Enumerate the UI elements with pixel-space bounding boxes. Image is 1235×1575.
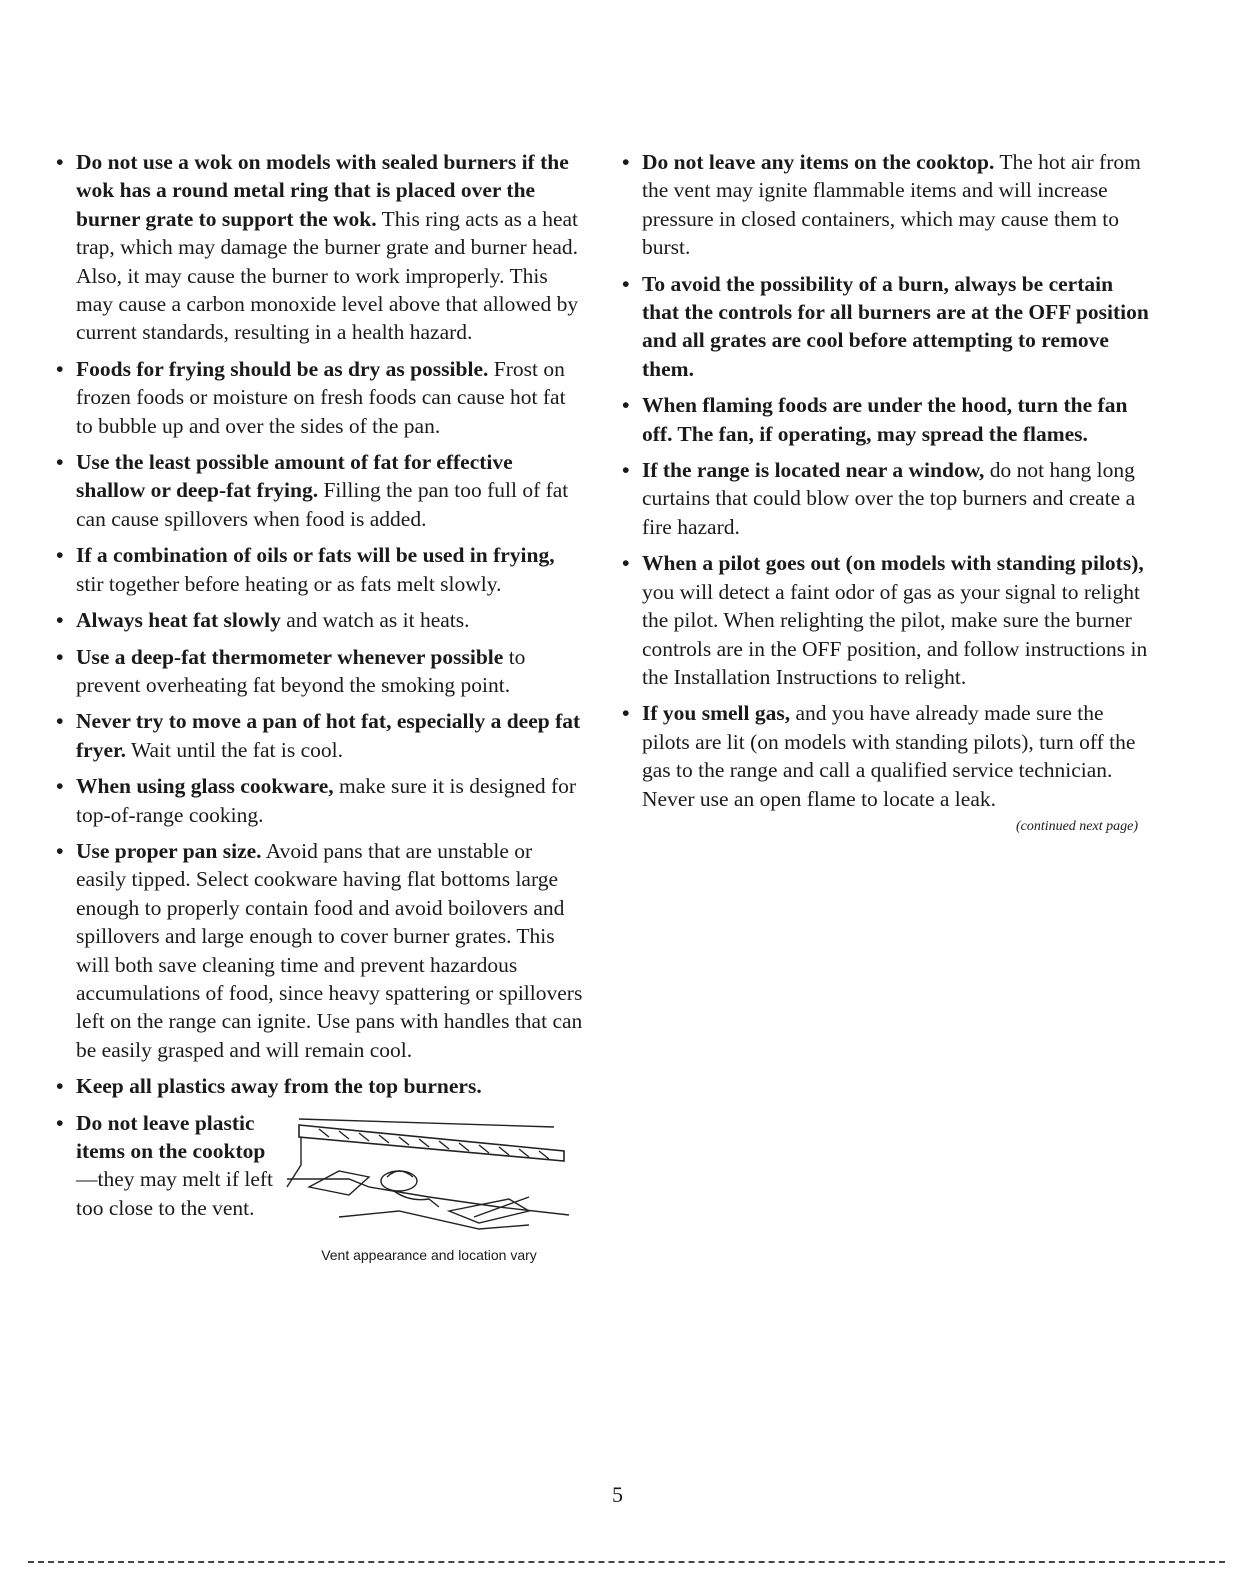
bullet-heading: If you smell gas,	[642, 701, 791, 726]
bullet-dry-foods	[56, 355, 586, 440]
vent-illustration	[279, 1107, 579, 1267]
plastic-items-list	[56, 1109, 276, 1231]
figure-caption: Vent appearance and location vary	[321, 1246, 537, 1263]
bullet-avoid-burn	[622, 270, 1152, 384]
bullet-body: do not hang long curtains that could blow over the top burners and create a fire hazard.	[642, 458, 1136, 539]
bullet-thermometer	[56, 643, 586, 700]
bullet-body: make sure it is designed for top-of-range cooking.	[76, 774, 577, 827]
bullet-heading: Always heat fat slowly	[76, 608, 281, 633]
bullet-body: and you have already made sure the pilots are lit (on models with standing pilots), turn off the gas to the range and call a qualified service technician. Never use an open flame to locate a leak.	[642, 701, 1136, 811]
bullet-body: stir together before heating or as fats melt slowly.	[76, 571, 502, 596]
bullet-heading: Never try to move a pan of hot fat, especially a deep fat fryer.	[76, 709, 581, 762]
left-column	[56, 148, 586, 1279]
bullet-body: Avoid pans that are unstable or easily tipped. Select cookware having flat bottoms large enough to properly contain food and avoid boilovers and spillovers and large enough to cover burner grates. This will both save cleaning time and prevent hazardous accumulations of food, since heavy spattering or spillovers left on the range can ignite. Use pans with handles that can be easily grasped and will remain cool.	[76, 838, 583, 1062]
bullet-heading: To avoid the possibility of a burn, always be certain that the controls for all burners are at the OFF position and all grates are cool before attempting to remove them.	[642, 271, 1149, 381]
bullet-heading: When using glass cookware,	[76, 774, 334, 799]
bullet-combination-oils	[56, 541, 586, 598]
bullet-heading: Keep all plastics away from the top burners.	[76, 1074, 482, 1099]
continued-note: (continued next page)	[1015, 818, 1138, 834]
vent-illustration-graphic	[279, 1107, 579, 1247]
bullet-heat-slowly	[56, 606, 586, 634]
bullet-hot-fat	[56, 707, 586, 764]
bullet-body: Filling the pan too full of fat can cause spillovers when food is added.	[76, 478, 569, 531]
bullet-heading: Do not leave any items on the cooktop.	[642, 150, 995, 174]
bottom-rule	[28, 1561, 1225, 1563]
bullet-heading: When flaming foods are under the hood, turn the fan off. The fan, if operating, may spread the flames.	[642, 393, 1128, 446]
bullet-pilot-out	[622, 549, 1152, 691]
bullet-plastic-items	[56, 1109, 276, 1223]
right-bullet-list	[622, 148, 1152, 813]
bullet-heading: Use a deep-fat thermometer whenever possible	[76, 644, 504, 669]
bullet-body: Wait until the fat is cool.	[125, 737, 343, 762]
bullet-body: Frost on frozen foods or moisture on fresh foods can cause hot fat to bubble up and over the sides of the pan.	[76, 356, 566, 438]
bullet-smell-gas	[622, 699, 1152, 813]
bullet-body: and watch as it heats.	[280, 608, 470, 633]
bullet-plastics-away	[56, 1072, 586, 1100]
bullet-wok-warning	[56, 148, 586, 347]
page-number: 5	[612, 1482, 623, 1507]
right-column	[622, 148, 1152, 835]
bullet-heading: Do not leave plastic items on the cooktop	[76, 1110, 266, 1163]
bullet-body: This ring acts as a heat trap, which may damage the burner grate and burner head. Also, it may cause the burner to work improperly. This may cause a carbon monoxide level above that allowed by current standards, resulting in a health hazard.	[76, 206, 579, 345]
bullet-near-window	[622, 456, 1152, 541]
left-bullet-list	[56, 148, 586, 1101]
bullet-body: you will detect a faint odor of gas as your signal to relight the pilot. When relighting the pilot, make sure the burner controls are in the OFF position, and follow instructions in the Installation Instructions to relight.	[642, 579, 1148, 689]
bullet-heading: Foods for frying should be as dry as possible.	[76, 356, 489, 381]
bullet-heading: When a pilot goes out (on models with standing pilots),	[642, 551, 1144, 576]
bullet-least-fat	[56, 448, 586, 533]
bullet-heading: If the range is located near a window,	[642, 458, 985, 483]
bullet-heading: Do not use a wok on models with sealed burners if the wok has a round metal ring that is placed over the burner grate to support the wok.	[76, 150, 569, 231]
bullet-pan-size	[56, 837, 586, 1064]
bullet-body: to prevent overheating fat beyond the smoking point.	[76, 644, 526, 697]
bullet-heading: Use proper pan size.	[76, 838, 262, 863]
bullet-heading: Use the least possible amount of fat for effective shallow or deep-fat frying.	[76, 450, 513, 503]
bullet-flaming-foods	[622, 391, 1152, 448]
bullet-glass-cookware	[56, 772, 586, 829]
bullet-body: —they may melt if left too close to the vent.	[76, 1167, 274, 1220]
plastic-items-section	[56, 1109, 586, 1279]
bullet-heading: If a combination of oils or fats will be used in frying,	[76, 543, 555, 568]
bullet-body: The hot air from the vent may ignite flammable items and will increase pressure in closed containers, which may cause them to burst.	[642, 150, 1141, 260]
bullet-leave-items	[622, 148, 1152, 262]
